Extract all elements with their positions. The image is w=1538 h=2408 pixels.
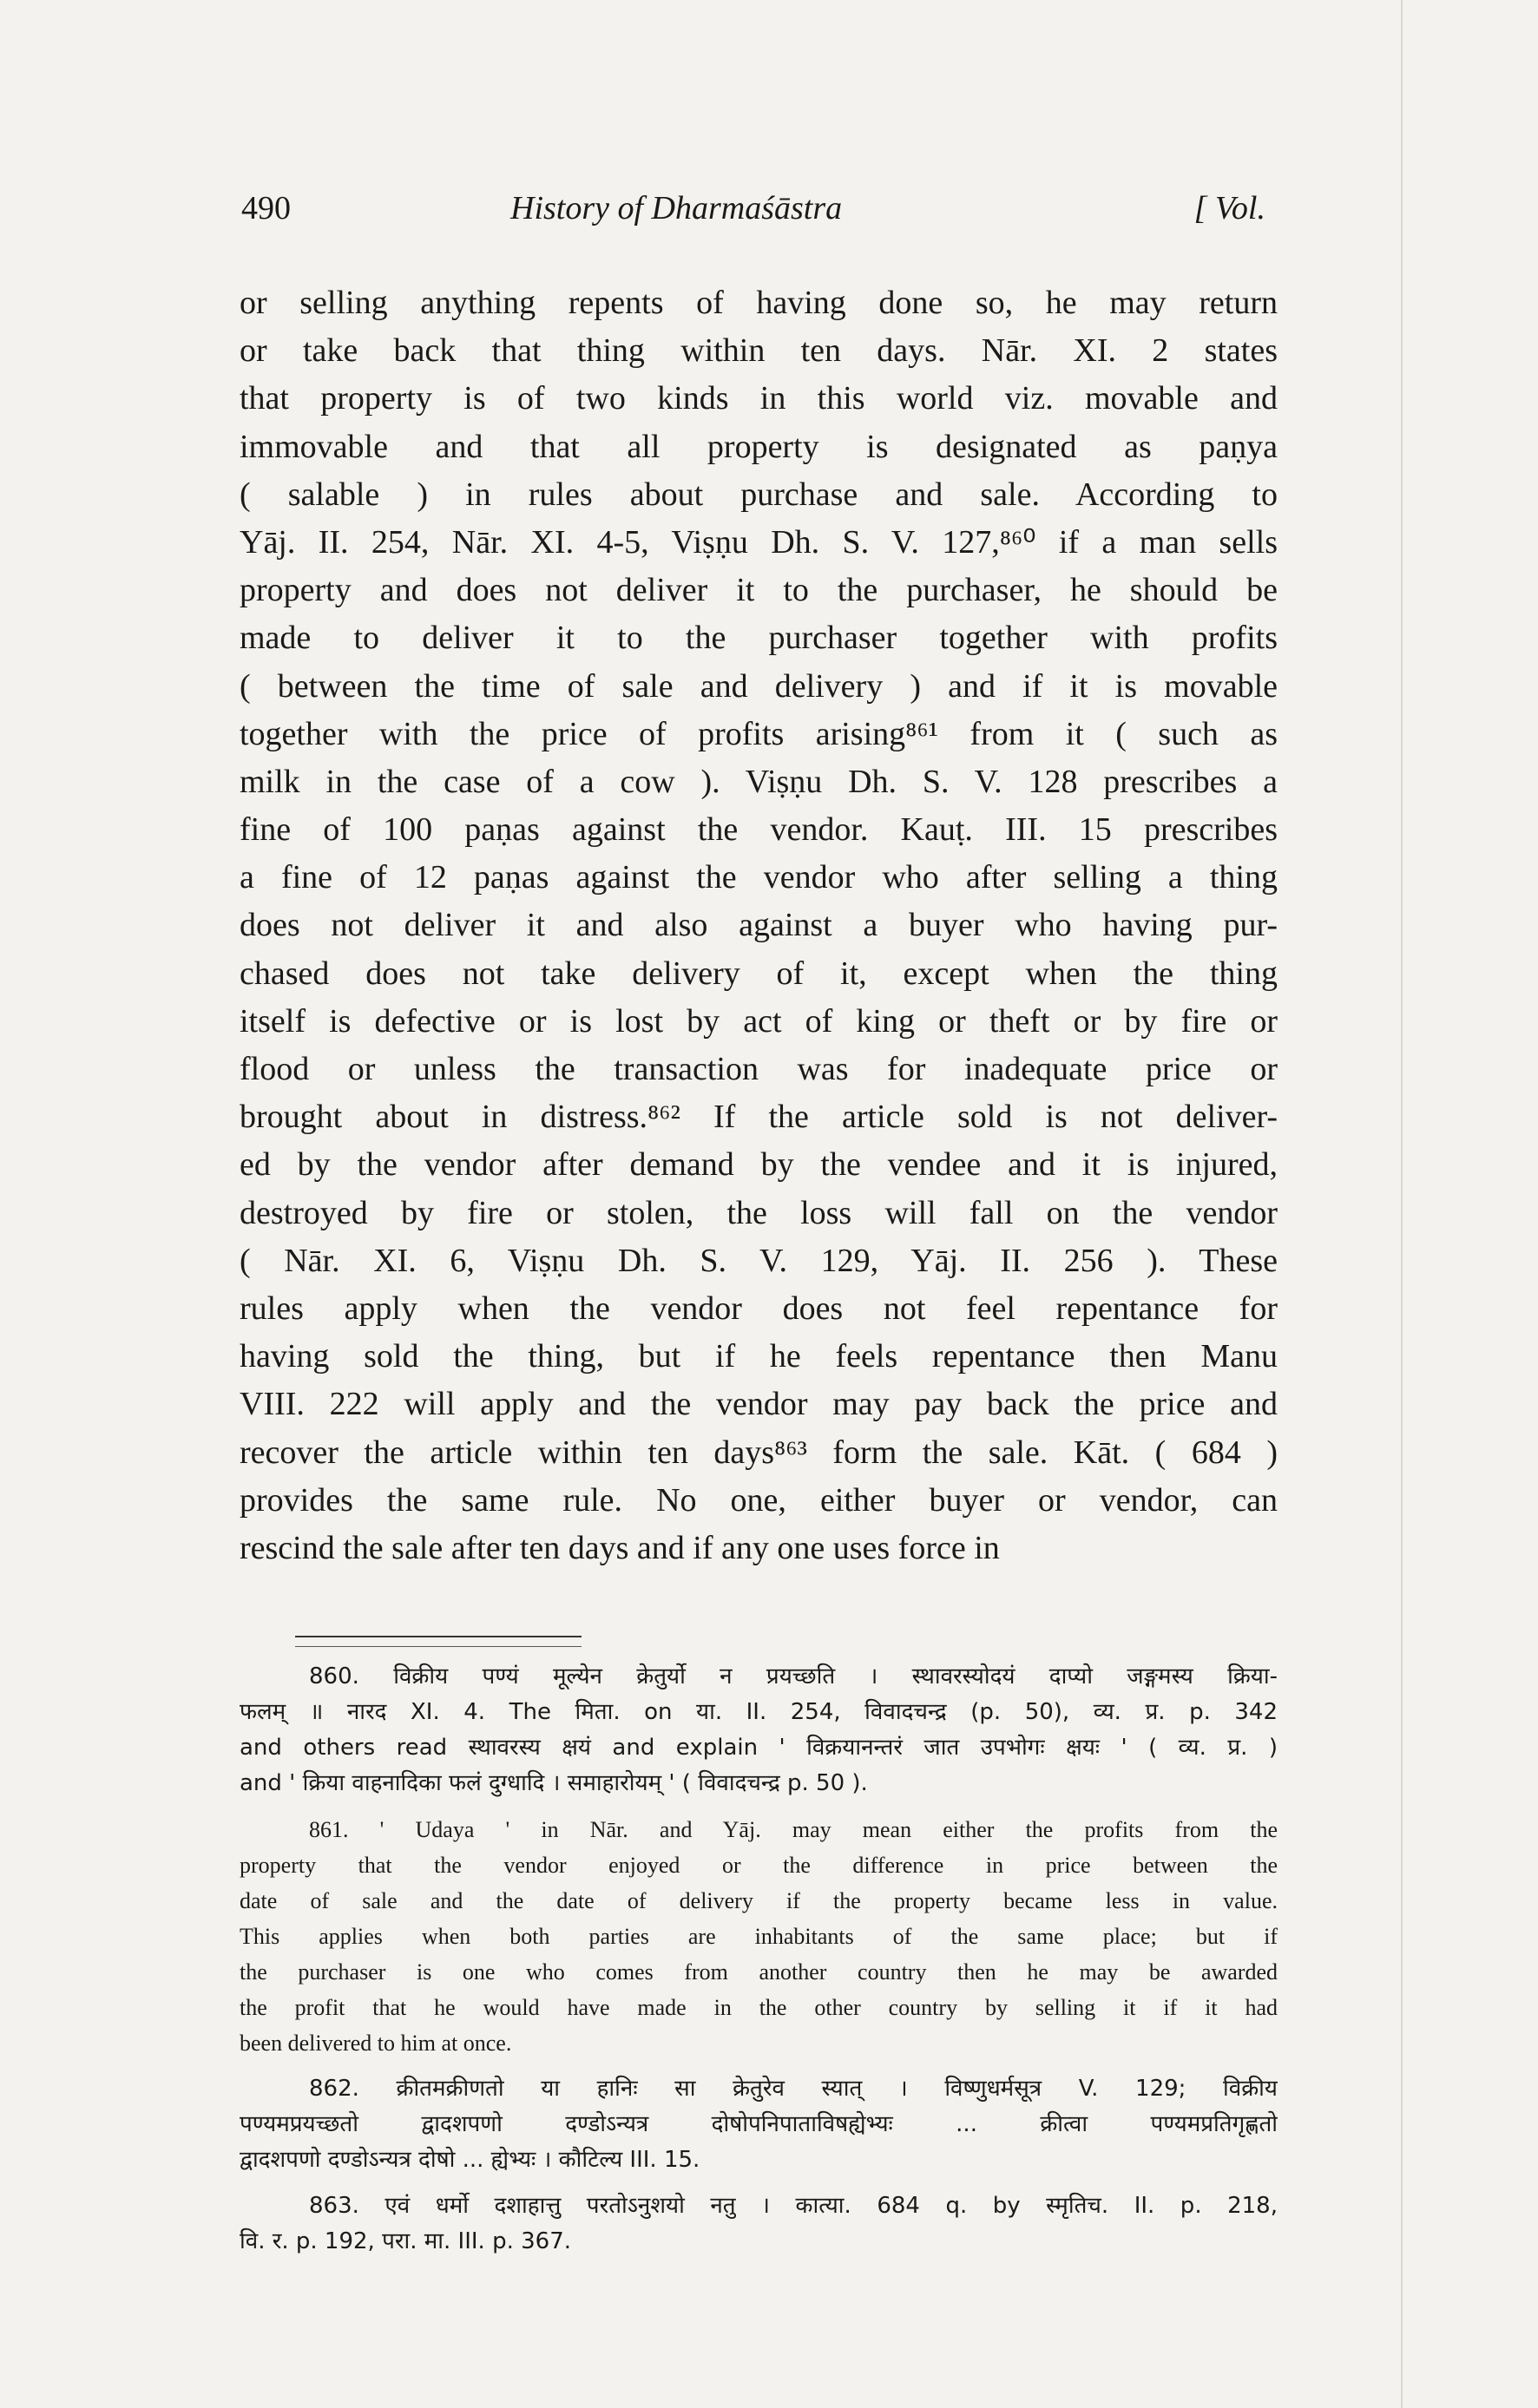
- body-line: itself is defective or is lost by act of king or theft or by fire or: [240, 1002, 1278, 1040]
- body-line: Yāj. II. 254, Nār. XI. 4-5, Viṣṇu Dh. S. V. 127,⁸⁶⁰ if a man sells: [240, 523, 1278, 561]
- body-line: recover the article within ten days⁸⁶³ form the sale. Kāt. ( 684 ): [240, 1434, 1278, 1471]
- body-line: ( Nār. XI. 6, Viṣṇu Dh. S. V. 129, Yāj. II. 256 ). These: [240, 1242, 1278, 1279]
- footnote-line: पण्यमप्रयच्छतो द्वादशपणो दण्डोऽन्यत्र दोषोपनिपाताविषह्येभ्यः ... क्रीत्वा पण्यमप्रतिगृह्णतो: [240, 2111, 1278, 2137]
- body-line: that property is of two kinds in this world viz. movable and: [240, 380, 1278, 417]
- footnote-line: 861. ' Udaya ' in Nār. and Yāj. may mean either the profits from the: [309, 1817, 1278, 1842]
- running-title: History of Dharmaśāstra: [510, 190, 843, 226]
- body-line: destroyed by fire or stolen, the loss will fall on the vendor: [240, 1194, 1278, 1231]
- footnote-line: and others read स्थावरस्य क्षयं and explain ' विक्रयानन्तरं जात उपभोगः क्षयः ' ( व्य. प्र. ): [240, 1735, 1278, 1761]
- body-line: flood or unless the transaction was for inadequate price or: [240, 1051, 1278, 1087]
- footnote-861: [240, 1812, 1278, 2061]
- footnote-862: [240, 2071, 1278, 2178]
- footnote-line: 860. विक्रीय पण्यं मूल्येन क्रेतुर्यो न प्रयच्छति । स्थावरस्योदयं दाप्यो जङ्गमस्य क्रिया-: [309, 1663, 1278, 1690]
- volume-label: [ Vol.: [1193, 190, 1265, 226]
- footnote-line: the profit that he would have made in the other country by selling it if it had: [240, 1995, 1278, 2020]
- body-text: [240, 279, 1278, 1572]
- body-line: does not deliver it and also against a buyer who having pur-: [240, 907, 1278, 944]
- footnote-line: फलम् ॥ नारद XI. 4. The मिता. on या. II. 254, विवादचन्द्र (p. 50), व्य. प्र. p. 342: [240, 1699, 1278, 1725]
- body-line: or take back that thing within ten days. Nār. XI. 2 states: [240, 332, 1278, 370]
- body-line: VIII. 222 will apply and the vendor may pay back the price and: [240, 1386, 1278, 1423]
- footnote-line: property that the vendor enjoyed or the difference in price between the: [240, 1853, 1278, 1878]
- footnote-line: the purchaser is one who comes from another country then he may be awarded: [240, 1959, 1278, 1985]
- footnote-line: वि. र. p. 192, परा. मा. III. p. 367.: [240, 2228, 572, 2254]
- body-line: ed by the vendor after demand by the vendee and it is injured,: [240, 1146, 1278, 1184]
- body-line: rules apply when the vendor does not feel repentance for: [240, 1289, 1278, 1327]
- footnote-line: been delivered to him at once.: [240, 2031, 512, 2056]
- body-line: chased does not take delivery of it, except when the thing: [240, 955, 1278, 992]
- footnotes: [240, 1659, 1278, 2270]
- body-line: fine of 100 paṇas against the vendor. Kauṭ. III. 15 prescribes: [240, 811, 1278, 849]
- body-line: rescind the sale after ten days and if any one uses force in: [240, 1529, 1000, 1566]
- page-header: [241, 189, 1265, 241]
- body-line: brought about in distress.⁸⁶² If the article sold is not deliver-: [240, 1099, 1278, 1136]
- footnote-rule: [295, 1636, 582, 1647]
- footnote-line: द्वादशपणो दण्डोऽन्यत्र दोषो ... ह्येभ्यः । कौटिल्य III. 15.: [240, 2147, 700, 2173]
- body-line: provides the same rule. No one, either buyer or vendor, can: [240, 1481, 1278, 1519]
- body-line: ( salable ) in rules about purchase and sale. According to: [240, 476, 1278, 513]
- footnote-line: and ' क्रिया वाहनादिका फलं दुग्धादि । समाहारोयम् ' ( विवादचन्द्र p. 50 ).: [240, 1770, 868, 1796]
- page-edge-line: [1401, 0, 1403, 2408]
- body-line: ( between the time of sale and delivery ) and if it is movable: [240, 667, 1278, 705]
- page-number: 490: [241, 190, 291, 226]
- footnote-line: 863. एवं धर्मो दशाहात्तु परतोऽनुशयो नतु । कात्या. 684 q. by स्मृतिच. II. p. 218,: [309, 2193, 1278, 2219]
- body-line: property and does not deliver it to the purchaser, he should be: [240, 572, 1278, 609]
- body-line: together with the price of profits arising⁸⁶¹ from it ( such as: [240, 715, 1278, 752]
- footnote-line: date of sale and the date of delivery if the property became less in value.: [240, 1888, 1278, 1913]
- body-line: milk in the case of a cow ). Viṣṇu Dh. S. V. 128 prescribes a: [240, 763, 1278, 800]
- body-line: made to deliver it to the purchaser together with profits: [240, 620, 1278, 657]
- body-line: having sold the thing, but if he feels repentance then Manu: [240, 1338, 1278, 1375]
- body-line: or selling anything repents of having done so, he may return: [240, 285, 1278, 321]
- footnote-line: This applies when both parties are inhabitants of the same place; but if: [240, 1924, 1278, 1949]
- footnote-line: 862. क्रीतमक्रीणतो या हानिः सा क्रेतुरेव स्यात् । विष्णुधर्मसूत्र V. 129; विक्रीय: [309, 2076, 1278, 2102]
- body-line: immovable and that all property is designated as paṇya: [240, 428, 1278, 465]
- footnote-863: [240, 2188, 1278, 2260]
- body-line: a fine of 12 paṇas against the vendor who after selling a thing: [240, 859, 1278, 896]
- footnote-860: [240, 1659, 1278, 1801]
